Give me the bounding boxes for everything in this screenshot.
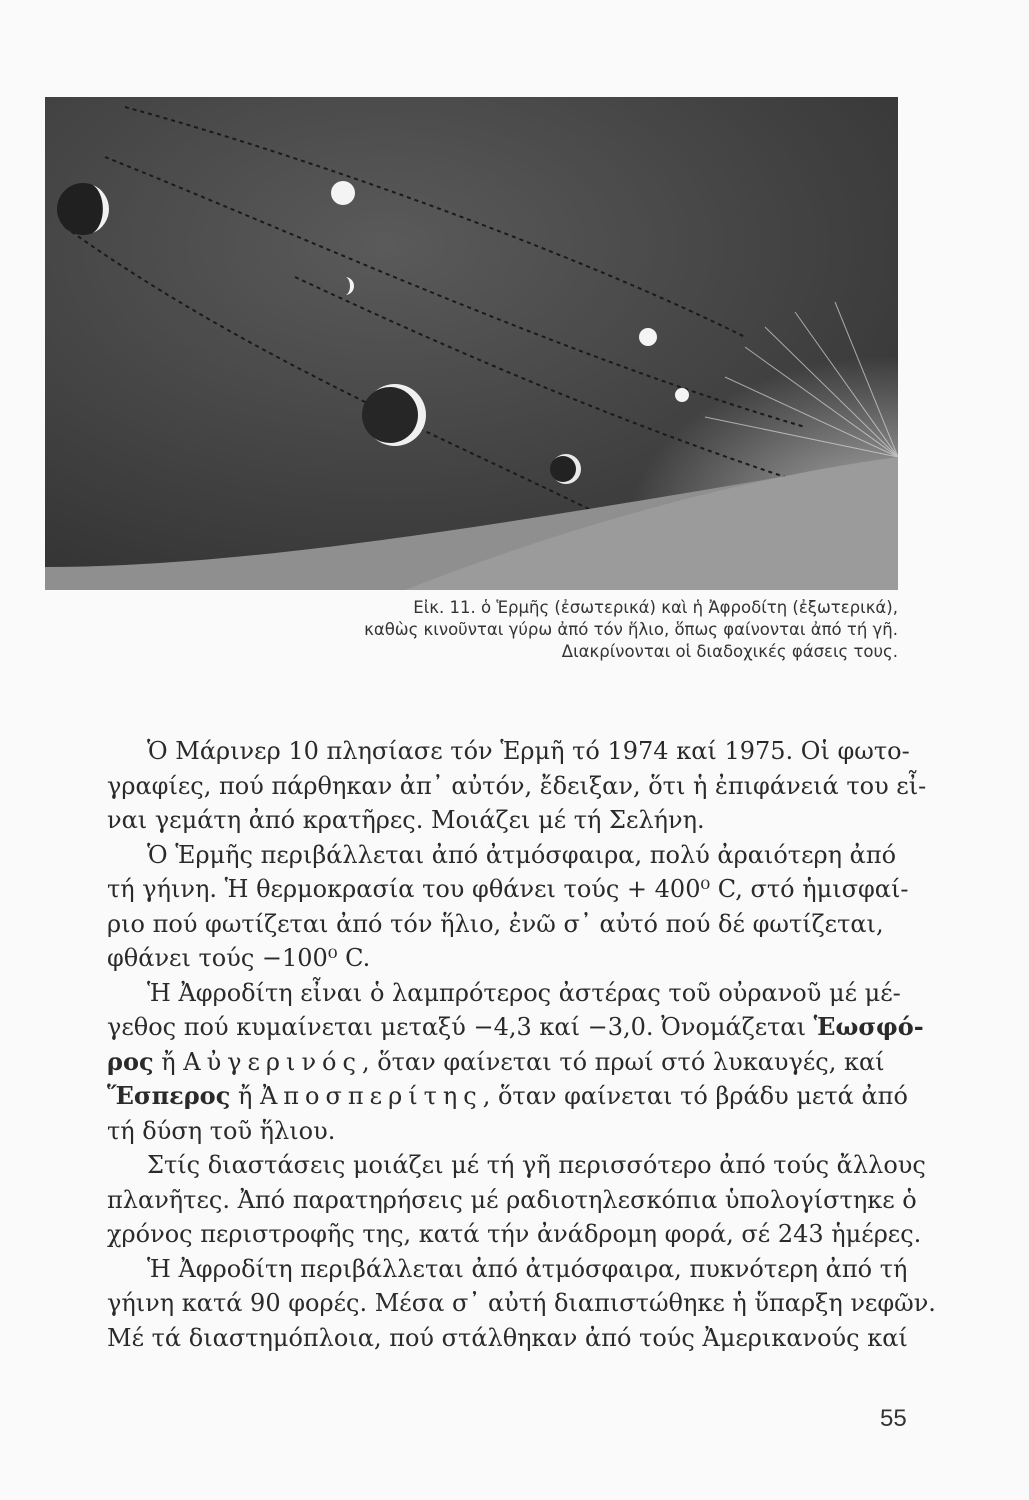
caption-line: Εἰκ. 11. ὁ Ἑρμῆς (ἐσωτερικά) καὶ ἡ Ἀφροδίτη (ἐξωτερικά), [413,598,898,617]
term-esperos: Ἕσπερος [107,1081,231,1110]
text-line: γραφίες, πού πάρθηκαν ἀπ᾽ αὐτόν, ἔδειξαν, ὅτι ἡ ἐπιφάνειά του εἶ- [107,771,927,800]
text-line: τή δύση τοῦ ἥλιου. [107,1116,336,1145]
caption-line: Διακρίνονται οἱ διαδοχικές φάσεις τους. [561,642,898,661]
text-line: φθάνει τούς −100⁰ C. [107,944,371,972]
planets-figure [45,97,898,590]
planets-illustration [45,97,898,590]
planet-phase-icon [639,328,657,346]
text-line: Ὁ Ἑρμῆς περιβάλλεται ἀπό ἀτμόσφαιρα, πολύ ἀραιότερη ἀπό [147,840,897,869]
text-line: Ἡ Ἀφροδίτη περιβάλλεται ἀπό ἀτμόσφαιρα, πυκνότερη ἀπό τή [147,1254,908,1283]
term-eosforos: Ἑωσφό- [813,1012,924,1041]
venus-crescent-icon [57,183,109,235]
text-line: Ἡ Ἀφροδίτη εἶναι ὁ λαμπρότερος ἀστέρας τοῦ οὐρανοῦ μέ μέ- [147,978,901,1007]
text-line: Ὁ Μάρινερ 10 πλησίασε τόν Ἑρμῆ τό 1974 καί 1975. Οἱ φωτο- [147,737,910,765]
text-line: πλανῆτες. Ἀπό παρατηρήσεις μέ ραδιοτηλεσκόπια ὑπολογίστηκε ὁ [107,1185,917,1214]
term-avgerinos: Αὐγερινός [183,1047,362,1076]
figure-caption [278,597,898,663]
text-line: Μέ τά διαστημόπλοια, πού στάλθηκαν ἀπό τούς Ἀμερικανούς καί [107,1323,908,1352]
text-line: τή γήινη. Ἡ θερμοκρασία του φθάνει τούς + 400⁰ C, στό ἡμισφαί- [107,875,909,903]
caption-line: καθὼς κινοῦνται γύρω ἀπό τόν ἥλιο, ὅπως φαίνονται ἀπό τή γῆ. [364,620,898,639]
term-apósperitis: Ἀποσπερίτης [259,1082,483,1110]
text-line: χρόνος περιστροφῆς της, κατά τήν ἀνάδρομη φορά, σέ 243 ἡμέρες. [107,1220,922,1248]
text-line: ριο πού φωτίζεται ἀπό τόν ἥλιο, ἐνῶ σ᾽ αὐτό πού δέ φωτίζεται, [107,909,884,938]
text-line: ναι γεμάτη ἀπό κρατῆρες. Μοιάζει μέ τή Σελήνη. [107,806,705,834]
text-line: γήινη κατά 90 φορές. Μέσα σ᾽ αὐτή διαπιστώθηκε ἡ ὕπαρξη νεφῶν. [107,1289,936,1317]
term-eosforos-end: ρος [107,1046,154,1076]
text-line: γεθος πού κυμαίνεται μεταξύ −4,3 καί −3,0. Ὀνομάζεται Ἑωσφό- [107,1012,924,1041]
planet-phase-icon [675,388,689,402]
page-number: 55 [880,1405,907,1432]
text-line: Στίς διαστάσεις μοιάζει μέ τή γῆ περισσότερο ἀπό τούς ἄλλους [147,1151,926,1179]
text-line: Ἕσπερος ἤ Ἀποσπερίτης, ὅταν φαίνεται τό βράδυ μετά ἀπό [107,1081,908,1110]
body-text [107,734,936,1355]
text-line: ρος ἤ Αὐγερινός, ὅταν φαίνεται τό πρωί στό λυκαυγές, καί [107,1046,885,1076]
planet-phase-icon [331,181,355,205]
